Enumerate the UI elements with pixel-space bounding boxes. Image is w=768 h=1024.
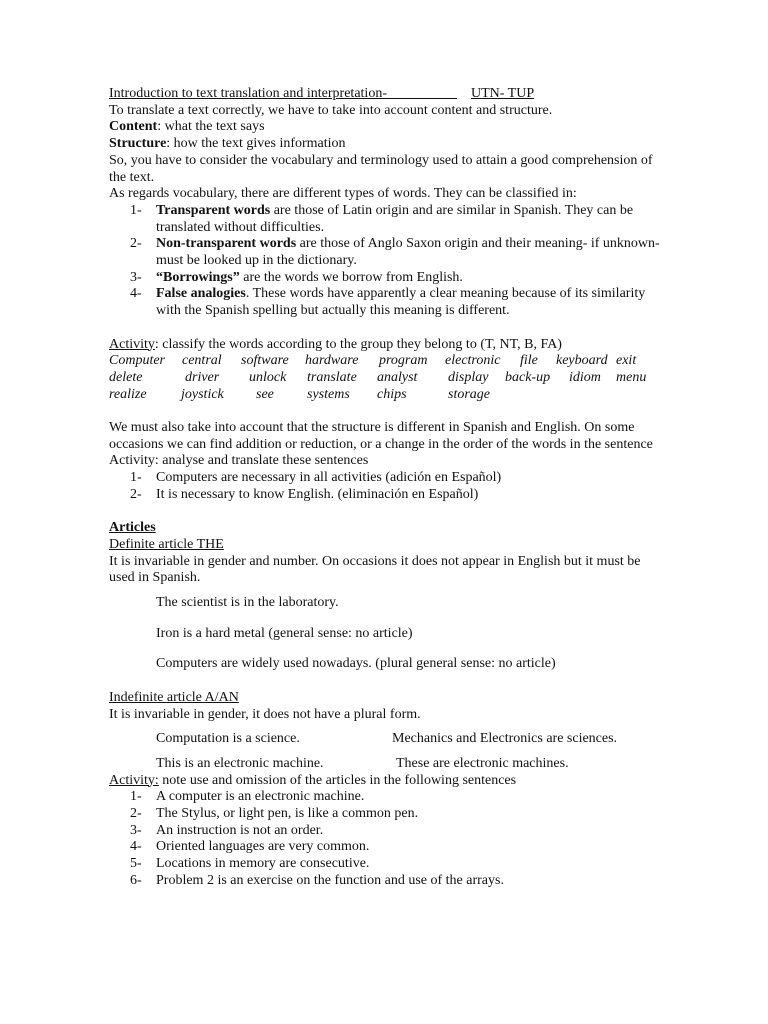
- list-number: 3-: [130, 822, 142, 838]
- list-text: Computers are necessary in all activities (adición en Español): [156, 470, 502, 486]
- example-pair: [109, 756, 661, 773]
- word-cell: program: [379, 353, 428, 369]
- word-cell: back-up: [505, 369, 551, 385]
- articles-heading: [109, 520, 661, 537]
- word-cell: software: [241, 353, 289, 369]
- content-definition: [109, 119, 661, 136]
- word-cell: electronic: [445, 353, 501, 369]
- activity-analyse: Activity: analyse and translate these sentences: [109, 453, 369, 469]
- list-term: False analogies: [156, 286, 246, 302]
- list-number: 6-: [130, 872, 142, 888]
- list-text: [156, 286, 661, 319]
- document-title: Introduction to text translation and interpretation-: [109, 86, 387, 101]
- organization-label: UTN- TUP: [470, 86, 535, 101]
- indefinite-article-description: It is invariable in gender, it does not have a plural form.: [109, 706, 421, 722]
- consider-paragraph: So, you have to consider the vocabulary and terminology used to attain a good comprehension of the text.: [109, 152, 653, 185]
- list-text: A computer is an electronic machine.: [156, 789, 365, 805]
- word-cell: driver: [185, 369, 220, 385]
- activity-text: : classify the words according to the group they belong to (T, NT, B, FA): [154, 336, 562, 352]
- word-cell: idiom: [569, 369, 601, 385]
- list-item: [109, 823, 661, 840]
- word-cell: menu: [616, 369, 647, 385]
- structure-paragraph: We must also take into account that the structure is different in Spanish and English. On some occasions we can find addition or reduction, or a change in the order of the words in the sentence: [109, 419, 653, 452]
- vocabulary-intro: As regards vocabulary, there are different types of words. They can be classified in:: [109, 186, 577, 202]
- list-number: 4-: [130, 839, 142, 855]
- word-cell: systems: [307, 386, 350, 402]
- list-number: 3-: [130, 269, 142, 285]
- list-text: Oriented languages are very common.: [156, 839, 370, 855]
- list-number: 2-: [130, 486, 142, 502]
- word-cell: central: [182, 353, 222, 369]
- list-item: [109, 270, 661, 287]
- list-rest: are those of Latin origin and are similar in Spanish. They can be translated without difficulties.: [156, 202, 634, 235]
- word-cell: unlock: [249, 369, 287, 385]
- spacer: [109, 612, 661, 626]
- list-item: [109, 806, 661, 823]
- spacer: [109, 403, 661, 420]
- word-cell: storage: [448, 386, 490, 402]
- list-text: An instruction is not an order.: [156, 822, 324, 838]
- example-plural: These are electronic machines.: [396, 755, 569, 771]
- example-sentence: Computers are widely used nowadays. (plural general sense: no article): [156, 656, 556, 672]
- sentence-list: [109, 470, 661, 503]
- list-item: [109, 203, 661, 236]
- word-cell: exit: [616, 353, 637, 369]
- list-item: [109, 470, 661, 487]
- spacer: [109, 320, 661, 337]
- spacer: [109, 748, 661, 756]
- list-text: Problem 2 is an exercise on the function and use of the arrays.: [156, 872, 504, 888]
- content-rest: : what the text says: [157, 119, 265, 135]
- word-row: [109, 370, 661, 387]
- word-cell: keyboard: [556, 353, 608, 369]
- list-item: [109, 873, 661, 890]
- word-cell: delete: [109, 369, 143, 385]
- list-number: 2-: [130, 236, 142, 252]
- indefinite-article-heading: Indefinite article A/AN: [109, 689, 239, 705]
- title-underline-gap: [387, 86, 457, 99]
- list-text: Locations in memory are consecutive.: [156, 856, 370, 872]
- word-cell: translate: [307, 369, 357, 385]
- example-sentence: Iron is a hard metal (general sense: no article): [156, 625, 413, 641]
- word-cell: Computer: [109, 353, 165, 369]
- list-item: [109, 236, 661, 269]
- example-singular: Computation is a science.: [156, 731, 300, 747]
- list-number: 5-: [130, 856, 142, 872]
- word-row: [109, 353, 661, 370]
- definite-article-heading: Definite article THE: [109, 536, 224, 552]
- list-item: [109, 487, 661, 504]
- list-rest: are the words we borrow from English.: [239, 269, 463, 285]
- list-number: 1-: [130, 470, 142, 486]
- list-term: Non-transparent words: [156, 236, 297, 252]
- spacer: [109, 642, 661, 656]
- intro-line: To translate a text correctly, we have to take into account content and structure.: [109, 102, 553, 118]
- list-number: 1-: [130, 202, 142, 218]
- document-body: [109, 86, 661, 890]
- activity-label: Activity:: [109, 772, 159, 788]
- structure-term: Structure: [109, 136, 167, 152]
- word-cell: realize: [109, 386, 147, 402]
- activity-label: Activity: [109, 336, 155, 352]
- activity-text: note use and omission of the articles in the following sentences: [158, 772, 517, 788]
- list-item: [109, 839, 661, 856]
- list-text: The Stylus, or light pen, is like a common pen.: [156, 806, 419, 822]
- example-pair: [109, 731, 661, 748]
- word-cell: file: [520, 353, 538, 369]
- list-text: [156, 270, 661, 287]
- list-text: [156, 236, 661, 269]
- word-cell: chips: [377, 386, 407, 402]
- word-row: [109, 387, 661, 404]
- word-cell: hardware: [305, 353, 359, 369]
- spacer: [109, 587, 661, 595]
- document-header: [109, 86, 661, 103]
- word-cell: see: [256, 386, 274, 402]
- example-plural: Mechanics and Electronics are sciences.: [392, 731, 618, 747]
- list-rest: are those of Anglo Saxon origin and their meaning- if unknown- must be looked up in the dictionary.: [156, 236, 660, 269]
- word-cell: analyst: [377, 369, 418, 385]
- activity-classify: [109, 337, 661, 354]
- list-number: 2-: [130, 806, 142, 822]
- list-rest: . These words have apparently a clear meaning because of its similarity with the Spanish spelling but actually this meaning is different.: [156, 286, 646, 319]
- activity-articles: [109, 773, 661, 790]
- structure-rest: : how the text gives information: [166, 136, 346, 152]
- example-singular: This is an electronic machine.: [156, 755, 324, 771]
- word-cell: display: [448, 369, 489, 385]
- spacer: [109, 723, 661, 731]
- list-item: [109, 856, 661, 873]
- list-item: [109, 286, 661, 319]
- article-sentence-list: [109, 789, 661, 889]
- list-number: 1-: [130, 789, 142, 805]
- word-grid: [109, 353, 661, 403]
- word-cell: joystick: [181, 386, 224, 402]
- content-term: Content: [109, 119, 158, 135]
- list-text: [156, 203, 661, 236]
- list-item: [109, 789, 661, 806]
- structure-definition: [109, 136, 661, 153]
- word-types-list: [109, 203, 661, 320]
- spacer: [109, 673, 661, 690]
- articles-heading-text: Articles: [109, 520, 156, 536]
- example-sentence: The scientist is in the laboratory.: [156, 595, 339, 610]
- list-text: It is necessary to know English. (eliminación en Español): [156, 486, 479, 502]
- spacer: [109, 504, 661, 521]
- list-term: “Borrowings”: [156, 269, 240, 285]
- list-number: 4-: [130, 286, 142, 302]
- definite-article-description: It is invariable in gender and number. On occasions it does not appear in English but it must be used in Spanish.: [109, 553, 641, 586]
- list-term: Transparent words: [156, 202, 271, 218]
